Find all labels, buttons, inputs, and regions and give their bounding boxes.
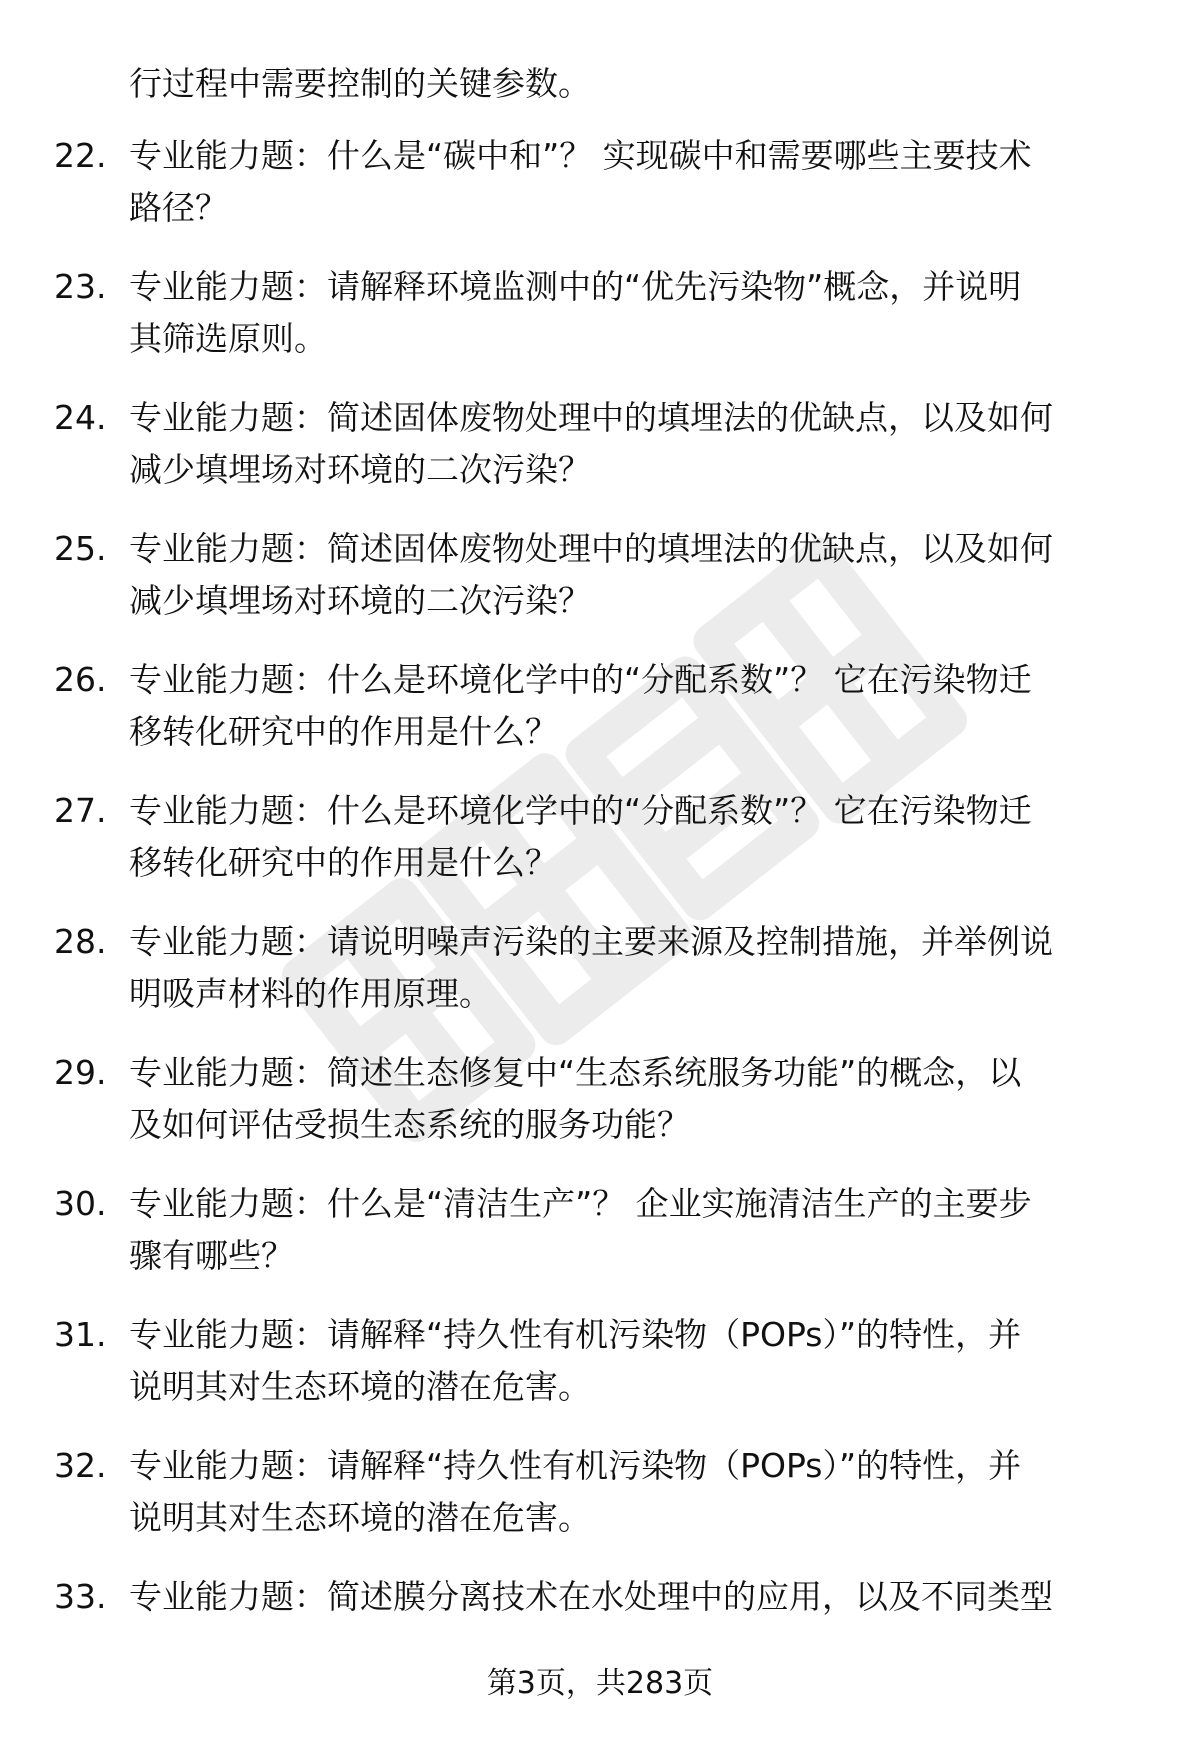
question-number: 33. [54, 1577, 107, 1616]
question-number: 32. [54, 1446, 107, 1485]
question-text-line: 专业能力题：简述固体废物处理中的填埋法的优缺点，以及如何 [129, 529, 1053, 568]
question-item [0, 261, 1200, 392]
question-number: 25. [54, 529, 107, 568]
question-number: 30. [54, 1184, 107, 1223]
question-number: 31. [54, 1315, 107, 1354]
question-text-line: 专业能力题：简述膜分离技术在水处理中的应用，以及不同类型 [129, 1577, 1053, 1616]
question-text-line: 说明其对生态环境的潜在危害。 [129, 1367, 591, 1406]
question-item [0, 1440, 1200, 1571]
question-number: 26. [54, 660, 107, 699]
question-list [0, 130, 1200, 1702]
question-text-line: 路径？ [129, 188, 228, 227]
question-text-line: 说明其对生态环境的潜在危害。 [129, 1498, 591, 1537]
question-text-line: 专业能力题：简述固体废物处理中的填埋法的优缺点，以及如何 [129, 398, 1053, 437]
question-item [0, 785, 1200, 916]
question-text-line: 移转化研究中的作用是什么？ [129, 843, 558, 882]
question-text-line: 减少填埋场对环境的二次污染？ [129, 581, 591, 620]
question-number: 27. [54, 791, 107, 830]
question-text-line: 专业能力题：什么是环境化学中的“分配系数”？ 它在污染物迁 [129, 660, 1032, 699]
question-text-line: 专业能力题：请解释“持久性有机污染物（POPs）”的特性，并 [129, 1446, 1022, 1485]
question-text-line: 明吸声材料的作用原理。 [129, 974, 492, 1013]
question-item [0, 392, 1200, 523]
question-text-line: 专业能力题：什么是“清洁生产”？ 企业实施清洁生产的主要步 [129, 1184, 1032, 1223]
question-number: 29. [54, 1053, 107, 1092]
question-text-line: 专业能力题：什么是“碳中和”？ 实现碳中和需要哪些主要技术 [129, 136, 1032, 175]
question-text-line: 其筛选原则。 [129, 319, 327, 358]
question-item [0, 130, 1200, 261]
question-text-line: 专业能力题：什么是环境化学中的“分配系数”？ 它在污染物迁 [129, 791, 1032, 830]
question-item [0, 1047, 1200, 1178]
question-text-line: 专业能力题：请说明噪声污染的主要来源及控制措施，并举例说 [129, 922, 1053, 961]
question-text-line: 骤有哪些？ [129, 1236, 294, 1275]
question-number: 22. [54, 136, 107, 175]
question-number: 23. [54, 267, 107, 306]
question-text-line: 专业能力题：请解释环境监测中的“优先污染物”概念，并说明 [129, 267, 1022, 306]
question-number: 28. [54, 922, 107, 961]
question-number: 24. [54, 398, 107, 437]
question-item [0, 654, 1200, 785]
page-footer: 第3页，共283页 [486, 1666, 714, 1701]
question-text-line: 移转化研究中的作用是什么？ [129, 712, 558, 751]
question-item [0, 523, 1200, 654]
question-text-line: 专业能力题：请解释“持久性有机污染物（POPs）”的特性，并 [129, 1315, 1022, 1354]
continuation-text: 行过程中需要控制的关键参数。 [129, 64, 591, 103]
question-text-line: 专业能力题：简述生态修复中“生态系统服务功能”的概念，以 [129, 1053, 1022, 1092]
question-item [0, 1309, 1200, 1440]
question-item [0, 916, 1200, 1047]
question-text-line: 减少填埋场对环境的二次污染？ [129, 450, 591, 489]
question-item [0, 1178, 1200, 1309]
question-text-line: 及如何评估受损生态系统的服务功能？ [129, 1105, 690, 1144]
